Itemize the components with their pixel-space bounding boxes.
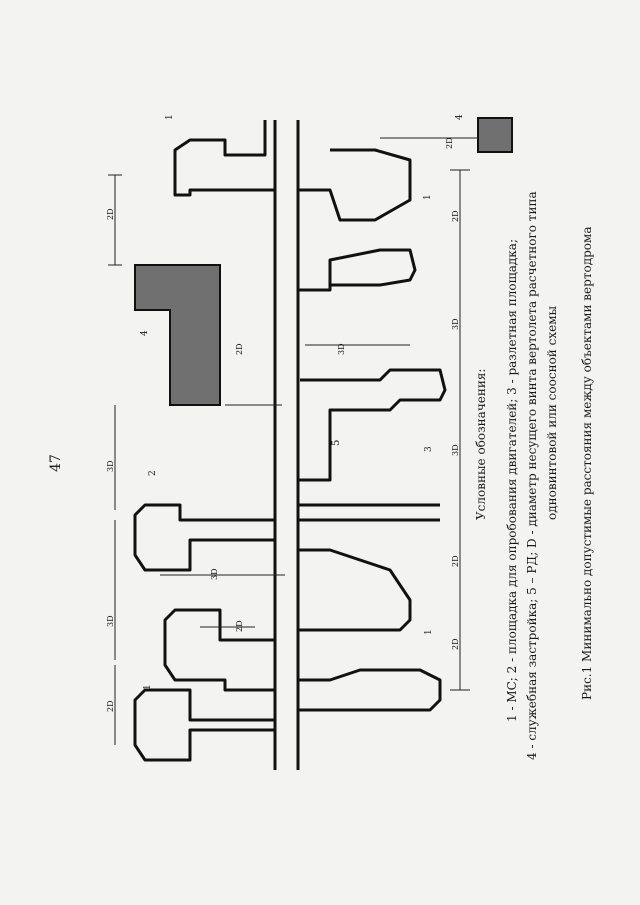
dim-2d-building: 2D [235,343,244,355]
dim-2d-top: 2D [106,208,115,220]
label-1-left: 1 [143,684,153,690]
rd-lines [298,505,440,520]
dim-2d-bottom: 2D [106,700,115,712]
dim-3d-center: 3D [337,343,346,355]
dim-2d-right-top: 2D [445,137,454,149]
label-1-right-top: 1 [423,194,433,200]
dim-2d-right-1: 2D [451,210,460,222]
stand-right-1 [298,670,440,710]
dim-2d-small: 2D [235,620,244,632]
label-4-right: 4 [455,114,465,120]
stand-left-1 [135,690,275,760]
legend-line-2: 4 - служебная застройка; 5 – РД; D - диаметр несущего винта вертолета расчетного типа [525,191,539,760]
label-3: 3 [424,446,434,452]
stand-left-top [175,120,275,195]
service-building-right [478,118,512,152]
dim-3d-middle: 3D [106,615,115,627]
legend-line-3: одновинтовой или соосной схемы [545,305,559,520]
dim-3d-right-1: 3D [451,318,460,330]
dispersal-pad [298,370,445,480]
label-1-top: 1 [165,114,175,120]
label-2: 2 [148,470,158,476]
page-number: 47 [48,454,64,472]
figure-caption: Рис.1 Минимально допустимые расстояния между объектами вертодрома [580,226,594,700]
legend-heading: Условные обозначения: [474,368,488,520]
label-5: 5 [331,439,342,446]
legend-line-1: 1 - МС; 2 - площадка для опробования двигателей; 3 - разлетная площадка; [505,239,519,722]
stand-right-4 [298,150,410,220]
engine-test-pad [135,505,275,570]
dim-3d-right-2: 3D [451,444,460,456]
label-4-left: 4 [140,330,150,336]
stand-right-3 [298,250,415,290]
label-1-right-bottom: 1 [424,629,434,635]
dim-2d-right-2: 2D [451,555,460,567]
stand-left-2 [165,610,275,690]
dim-3d-engine: 3D [210,568,219,580]
dim-2d-right-3: 2D [451,638,460,650]
dim-3d-top: 3D [106,460,115,472]
stand-right-2 [298,550,410,630]
